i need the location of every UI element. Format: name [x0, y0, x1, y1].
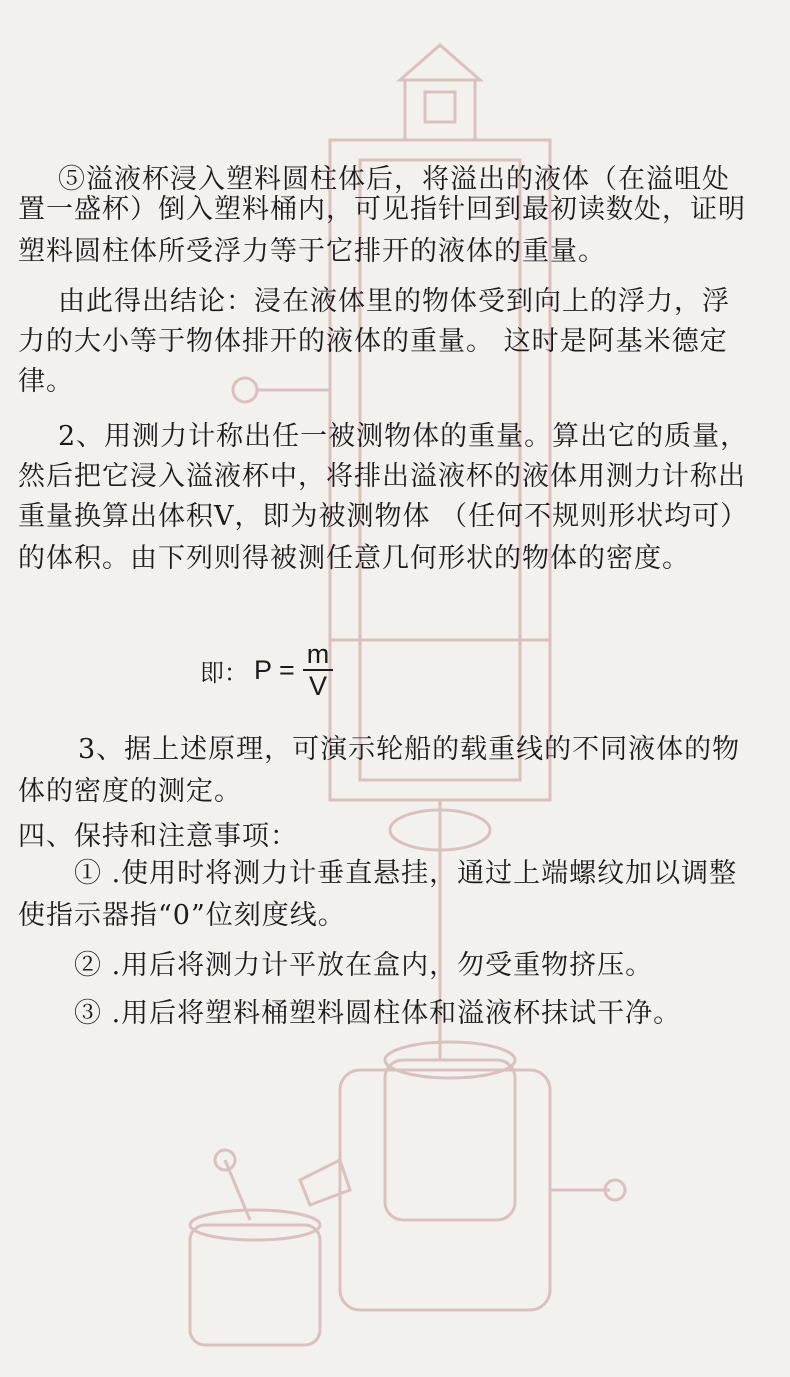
note-1-line-1: ① .使用时将测力计垂直悬挂，通过上端螺纹加以调整 — [74, 858, 738, 889]
formula-denominator: V — [303, 669, 333, 701]
item-2-line-1: 2、用测力计称出任一被测物体的重量。算出它的质量， — [58, 421, 749, 452]
item-2-line-2: 然后把它浸入溢液杯中，将排出溢液杯的液体用测力计称出 — [18, 461, 746, 492]
note-3: ③ .用后将塑料桶塑料圆柱体和溢液杯抹试干净。 — [74, 998, 682, 1029]
formula-prefix: 即： — [200, 658, 248, 687]
density-formula — [200, 640, 335, 700]
paragraph-5-line-2: 置一盛杯）倒入塑料桶内，可见指针回到最初读数处，证明 — [18, 194, 746, 225]
note-2: ② .用后将测力计平放在盒内，勿受重物挤压。 — [74, 950, 654, 981]
conclusion-line-3: 律。 — [18, 366, 74, 397]
section-4-heading: 四、保持和注意事项： — [18, 821, 298, 852]
item-2-line-4: 的体积。由下列则得被测任意几何形状的物体的密度。 — [18, 543, 690, 574]
paragraph-5-line-1: ⑤溢液杯浸入塑料圆柱体后，将溢出的液体（在溢咀处 — [58, 164, 730, 195]
formula-fraction — [301, 639, 336, 701]
item-3-line-2: 体的密度的测定。 — [18, 776, 242, 807]
formula-numerator: m — [306, 639, 330, 669]
item-3-line-1: 3、据上述原理，可演示轮船的载重线的不同液体的物 — [78, 734, 741, 765]
item-2-line-3: 重量换算出体积V，即为被测物体 （任何不规则形状均可） — [18, 501, 749, 532]
conclusion-line-2: 力的大小等于物体排开的液体的重量。 这时是阿基米德定 — [18, 326, 728, 357]
conclusion-line-1: 由此得出结论：浸在液体里的物体受到向上的浮力，浮 — [58, 286, 730, 317]
note-1-line-2: 使指示器指“0”位刻度线。 — [18, 900, 346, 931]
formula-lhs: P = — [254, 654, 295, 685]
paragraph-5-line-3: 塑料圆柱体所受浮力等于它排开的液体的重量。 — [18, 236, 606, 267]
